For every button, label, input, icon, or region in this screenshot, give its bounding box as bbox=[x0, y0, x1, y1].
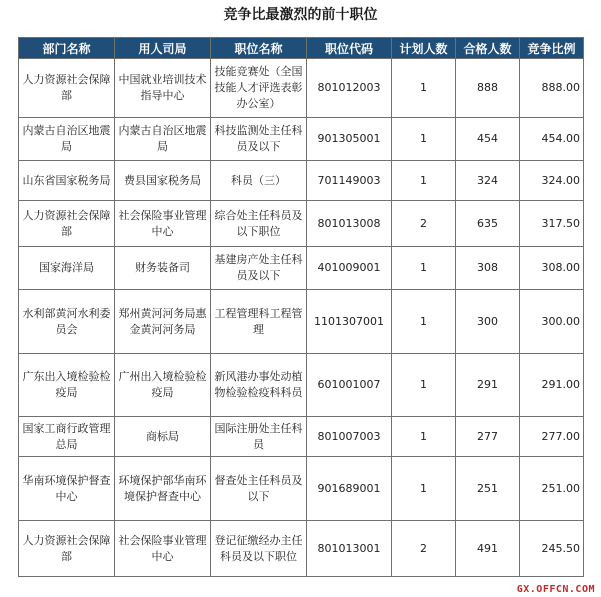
cell-ratio: 300.00 bbox=[520, 290, 584, 354]
cell-dept: 水利部黄河水利委员会 bbox=[19, 290, 115, 354]
header-position: 职位名称 bbox=[211, 38, 307, 59]
cell-plan: 2 bbox=[392, 201, 456, 247]
table-row bbox=[19, 59, 584, 118]
cell-plan: 1 bbox=[392, 290, 456, 354]
cell-code: 801013001 bbox=[307, 521, 392, 577]
cell-code: 601001007 bbox=[307, 354, 392, 417]
cell-position: 新风港办事处动植物检验检疫科科员 bbox=[211, 354, 307, 417]
cell-plan: 1 bbox=[392, 118, 456, 161]
cell-dept: 内蒙古自治区地震局 bbox=[19, 118, 115, 161]
cell-unit: 社会保险事业管理中心 bbox=[115, 201, 211, 247]
cell-unit: 商标局 bbox=[115, 417, 211, 457]
cell-plan: 1 bbox=[392, 161, 456, 201]
cell-passed: 300 bbox=[456, 290, 520, 354]
cell-position: 综合处主任科员及以下职位 bbox=[211, 201, 307, 247]
header-ratio: 竞争比例 bbox=[520, 38, 584, 59]
cell-unit: 费县国家税务局 bbox=[115, 161, 211, 201]
table-row bbox=[19, 290, 584, 354]
cell-dept: 国家海洋局 bbox=[19, 247, 115, 290]
cell-ratio: 291.00 bbox=[520, 354, 584, 417]
cell-plan: 1 bbox=[392, 247, 456, 290]
table-row bbox=[19, 247, 584, 290]
table-row bbox=[19, 354, 584, 417]
cell-code: 801007003 bbox=[307, 417, 392, 457]
cell-unit: 财务装备司 bbox=[115, 247, 211, 290]
cell-plan: 1 bbox=[392, 59, 456, 118]
header-plan: 计划人数 bbox=[392, 38, 456, 59]
cell-plan: 1 bbox=[392, 417, 456, 457]
table-header-row bbox=[19, 38, 584, 59]
cell-ratio: 277.00 bbox=[520, 417, 584, 457]
cell-code: 401009001 bbox=[307, 247, 392, 290]
cell-dept: 山东省国家税务局 bbox=[19, 161, 115, 201]
cell-unit: 广州出入境检验检疫局 bbox=[115, 354, 211, 417]
header-unit: 用人司局 bbox=[115, 38, 211, 59]
cell-plan: 1 bbox=[392, 354, 456, 417]
cell-plan: 2 bbox=[392, 521, 456, 577]
cell-dept: 广东出入境检验检疫局 bbox=[19, 354, 115, 417]
table-row bbox=[19, 118, 584, 161]
cell-code: 801013008 bbox=[307, 201, 392, 247]
cell-dept: 国家工商行政管理总局 bbox=[19, 417, 115, 457]
cell-unit: 内蒙古自治区地震局 bbox=[115, 118, 211, 161]
cell-passed: 308 bbox=[456, 247, 520, 290]
site-watermark: GX.OFFCN.COM bbox=[516, 584, 595, 595]
cell-ratio: 245.50 bbox=[520, 521, 584, 577]
cell-ratio: 454.00 bbox=[520, 118, 584, 161]
cell-code: 901689001 bbox=[307, 457, 392, 521]
cell-dept: 人力资源社会保障部 bbox=[19, 59, 115, 118]
header-code: 职位代码 bbox=[307, 38, 392, 59]
cell-ratio: 251.00 bbox=[520, 457, 584, 521]
cell-position: 基建房产处主任科员及以下 bbox=[211, 247, 307, 290]
cell-position: 工程管理科工程管理 bbox=[211, 290, 307, 354]
cell-passed: 888 bbox=[456, 59, 520, 118]
cell-unit: 社会保险事业管理中心 bbox=[115, 521, 211, 577]
cell-passed: 324 bbox=[456, 161, 520, 201]
cell-passed: 277 bbox=[456, 417, 520, 457]
cell-passed: 454 bbox=[456, 118, 520, 161]
page-title: 竞争比最激烈的前十职位 bbox=[223, 7, 378, 23]
cell-position: 登记征缴经办主任科员及以下职位 bbox=[211, 521, 307, 577]
cell-passed: 635 bbox=[456, 201, 520, 247]
header-passed: 合格人数 bbox=[456, 38, 520, 59]
table-row bbox=[19, 201, 584, 247]
table-row bbox=[19, 521, 584, 577]
cell-position: 国际注册处主任科员 bbox=[211, 417, 307, 457]
table-row bbox=[19, 161, 584, 201]
cell-code: 701149003 bbox=[307, 161, 392, 201]
cell-ratio: 308.00 bbox=[520, 247, 584, 290]
cell-position: 科员（三） bbox=[211, 161, 307, 201]
cell-unit: 环境保护部华南环境保护督查中心 bbox=[115, 457, 211, 521]
cell-code: 1101307001 bbox=[307, 290, 392, 354]
cell-code: 901305001 bbox=[307, 118, 392, 161]
cell-position: 技能竞赛处（全国技能人才评选表彰办公室） bbox=[211, 59, 307, 118]
table-row bbox=[19, 457, 584, 521]
cell-unit: 中国就业培训技术指导中心 bbox=[115, 59, 211, 118]
cell-dept: 华南环境保护督查中心 bbox=[19, 457, 115, 521]
cell-position: 科技监测处主任科员及以下 bbox=[211, 118, 307, 161]
cell-dept: 人力资源社会保障部 bbox=[19, 201, 115, 247]
table-row bbox=[19, 417, 584, 457]
cell-plan: 1 bbox=[392, 457, 456, 521]
cell-ratio: 888.00 bbox=[520, 59, 584, 118]
header-dept: 部门名称 bbox=[19, 38, 115, 59]
ranking-table bbox=[18, 37, 584, 577]
cell-dept: 人力资源社会保障部 bbox=[19, 521, 115, 577]
cell-ratio: 317.50 bbox=[520, 201, 584, 247]
cell-passed: 251 bbox=[456, 457, 520, 521]
cell-passed: 291 bbox=[456, 354, 520, 417]
cell-ratio: 324.00 bbox=[520, 161, 584, 201]
cell-position: 督查处主任科员及以下 bbox=[211, 457, 307, 521]
cell-code: 801012003 bbox=[307, 59, 392, 118]
cell-unit: 郑州黄河河务局惠金黄河河务局 bbox=[115, 290, 211, 354]
cell-passed: 491 bbox=[456, 521, 520, 577]
